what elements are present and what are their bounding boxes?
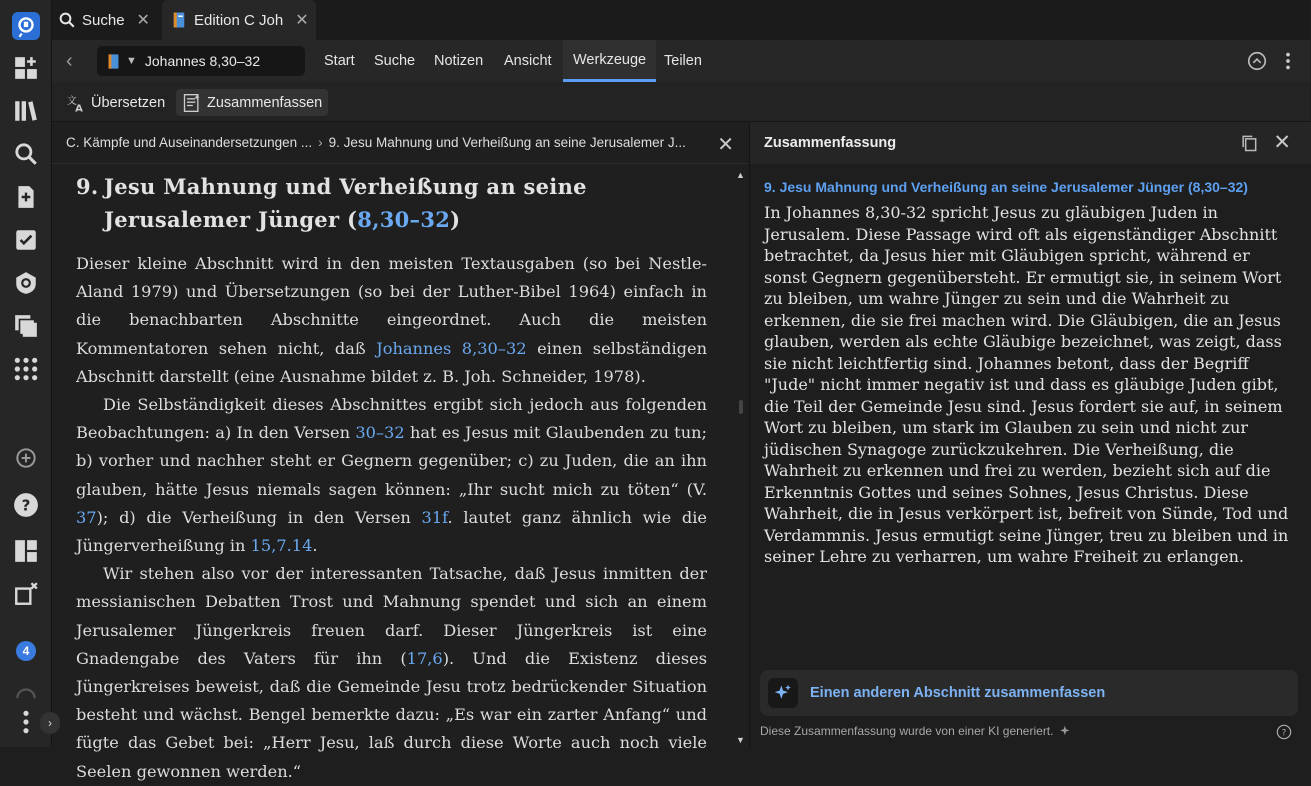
more-vertical-icon[interactable] (12, 708, 40, 736)
checklist-icon[interactable] (12, 226, 40, 254)
library-icon[interactable] (12, 97, 40, 125)
back-arrow-icon[interactable]: ‹ (66, 50, 73, 72)
breadcrumb (52, 122, 748, 164)
notification-badge[interactable]: 4 (16, 641, 36, 661)
paragraph: Die Selbständigkeit dieses Abschnittes ergibt sich jedoch aus folgenden Beobachtungen: a) In den Versen 30–32 hat es Jesus mit Glaubenden zu tun; b) vorher und nachher steht er Gegnern gegenüber; c) zu Juden, die an ihn glauben, hätte Jesus niemals sagen können: „Ihr sucht mich zu töten“ (V. 37); d) die Verheißung in den Versen 31f. lautet ganz ähnlich wie die Jüngerverheißung in 15,7.14. (76, 395, 707, 556)
menu-teilen[interactable]: Teilen (664, 53, 702, 69)
verse-link[interactable]: Johannes 8,30–32 (376, 338, 527, 358)
sparkle-icon (1059, 724, 1073, 738)
commentary-pane (52, 122, 748, 781)
section-heading (76, 170, 707, 236)
collapse-up-icon[interactable] (1246, 50, 1268, 77)
close-icon[interactable]: ✕ (1273, 131, 1291, 154)
main-toolbar (52, 40, 1310, 82)
close-tab-icon[interactable]: ✕ (136, 12, 150, 29)
chevron-down-icon: ▼ (126, 55, 137, 67)
help-icon[interactable] (1276, 724, 1292, 745)
menu-ansicht[interactable]: Ansicht (504, 53, 552, 69)
verse-link[interactable]: 17,6 (406, 648, 443, 668)
new-document-icon[interactable] (12, 183, 40, 211)
scroll-up-icon[interactable]: ▲ (736, 170, 745, 180)
book-icon (105, 53, 122, 70)
reference-text: Johannes 8,30–32 (144, 53, 261, 69)
verse-link[interactable]: 30–32 (355, 423, 405, 443)
tab-edition-c-joh[interactable] (162, 0, 316, 40)
book-icon (170, 11, 188, 29)
menu-start[interactable]: Start (324, 53, 355, 69)
verse-link[interactable]: 8,30–32 (357, 207, 451, 232)
summarize-other-section-button[interactable] (760, 670, 1298, 716)
tab-bar (52, 0, 1310, 40)
verse-link[interactable]: 15,7.14 (250, 536, 313, 556)
close-tab-icon[interactable]: ✕ (295, 12, 309, 29)
help-icon[interactable] (12, 491, 40, 519)
breadcrumb-item[interactable]: 9. Jesu Mahnung und Verheißung an seine Jerusalemer J... (328, 135, 686, 150)
summary-pane (749, 122, 1310, 747)
close-windows-icon[interactable] (12, 580, 40, 608)
menu-suche[interactable]: Suche (374, 53, 416, 69)
shield-icon[interactable] (12, 269, 40, 297)
svg-text:?: ? (21, 496, 31, 515)
left-rail (0, 0, 52, 747)
layout-icon[interactable] (12, 537, 40, 565)
translate-label: Übersetzen (91, 94, 166, 111)
tab-label: Suche (82, 11, 125, 29)
svg-text:?: ? (1281, 728, 1287, 739)
verse-link[interactable]: 31f (421, 507, 448, 527)
svg-text:文: 文 (66, 95, 77, 107)
summarize-label: Zusammenfassen (207, 94, 323, 111)
paragraph: Wir stehen also vor der interessanten Tatsache, daß Jesus inmitten der messianischen Debatten Trost und Mahnung spendet und sich an einem Jerusalemer Jüngerkreis freuen darf. Dieser Jüngerkreis ist eine Gnadengabe des Vaters für ihn (17,6). Und die Existenz dieses Jüngerkreises beweist, daß die Gemeinde Jesu trotz bedrückender Situation besteht und wächst. Bengel bemerkte dazu: „Es war ein zarter Anfang“ und fügte das Gebet bei: „Herr Jesu, laß durch diese Worte auch noch viele Seelen gewonnen werden.“ (76, 564, 707, 781)
summary-header-title: Zusammenfassung (764, 135, 897, 151)
translate-button[interactable] (60, 89, 171, 116)
sparkle-icon (768, 678, 798, 708)
search-icon[interactable] (12, 140, 40, 168)
section-number: 9. (76, 174, 99, 199)
summarize-icon (182, 93, 202, 113)
ai-disclaimer: Diese Zusammenfassung wurde von einer KI generiert. (760, 724, 1073, 738)
paragraph: Dieser kleine Abschnitt wird in den meisten Textausgaben (so bei Nestle-Aland 1979) und Übersetzungen (so bei der Luther-Bibel 1964) einfach in die benachbarten Abschnitte eingeordnet. Auch die meisten Kommentatoren sehen nicht, daß Johannes 8,30–32 einen selbständigen Abschnitt darstellt (eine Ausnahme bildet z. B. Joh. Schneider, 1978). (76, 254, 707, 386)
summarize-button[interactable] (176, 89, 328, 116)
summary-title: 9. Jesu Mahnung und Verheißung an seine Jerusalemer Jünger (8,30–32) (764, 179, 1248, 195)
commentary-text (76, 170, 707, 786)
breadcrumb-item[interactable]: C. Kämpfe und Auseinandersetzungen ... (66, 135, 313, 150)
copy-icon[interactable] (1239, 133, 1259, 157)
close-icon[interactable]: ✕ (717, 134, 734, 156)
section-title: Jesu Mahnung und Verheißung an seine Jerusalemer Jünger (8,30–32) (104, 174, 587, 232)
search-icon (58, 11, 76, 29)
svg-text:A: A (75, 102, 83, 114)
tab-search[interactable] (58, 0, 162, 40)
verse-link[interactable]: 37 (76, 507, 97, 527)
apps-grid-icon[interactable] (12, 355, 40, 383)
dashboard-add-icon[interactable] (12, 54, 40, 82)
scrollbar[interactable] (735, 164, 747, 747)
tab-label: Edition C Joh (194, 11, 284, 29)
app-logo-icon[interactable] (12, 12, 40, 40)
translate-icon (66, 93, 86, 113)
add-circle-icon[interactable] (12, 444, 40, 472)
more-vertical-icon[interactable] (1277, 50, 1299, 77)
summary-text: In Johannes 8,30-32 spricht Jesus zu gläubigen Juden in Jerusalem. Diese Passage wird oft als eigenständiger Abschnitt betrachtet, da Jesus hier mit Gläubigen spricht, während er sonst Gegnern gegenübersteht. Er ermutigt sie, in seinem Wort zu bleiben, um wahre Jünger zu sein und die Wahrheit zu erkennen, die sie frei machen wird. Die Gläubigen, die an Jesus glauben, werden als echte Gläubige bezeichnet, was zeigt, dass sie nicht leichtfertig sind. Johannes betont, dass der Begriff "Jude" nicht immer negativ ist und dass es gläubige Juden gibt, die Teil der Gemeinde Jesu sind. Jesus fordert sie auf, in seinem Wort zu bleiben, um stark im Glauben zu sein und nicht zur jüdischen Synagoge zurückzukehren. Die Verheißung, die Wahrheit zu erkennen und frei zu werden, bezieht sich auf die Erkenntnis Gottes und seines Sohnes, Jesus Christus. Diese Wahrheit, die in Jesus verkörpert ist, befreit von Sünde, Tod und Verdammnis. Jesus ermutigt seine Jünger, treu zu bleiben und in seiner Lehre zu verharren, um wahre Freiheit zu erlangen. (764, 203, 1289, 566)
sync-icon[interactable] (12, 682, 40, 710)
summarize-other-label: Einen anderen Abschnitt zusammenfassen (810, 685, 1106, 701)
menu-notizen[interactable]: Notizen (434, 53, 484, 69)
expand-rail-chevron-icon[interactable]: › (40, 712, 60, 734)
reference-selector[interactable] (97, 46, 305, 76)
scroll-down-icon[interactable]: ▼ (736, 735, 745, 745)
breadcrumb-separator-icon: › (318, 135, 323, 150)
scroll-grip[interactable] (739, 400, 743, 414)
summary-header (750, 122, 1311, 164)
menu-werkzeuge[interactable]: Werkzeuge (563, 40, 656, 82)
tools-row (52, 82, 1310, 122)
stacked-pages-icon[interactable] (12, 312, 40, 340)
